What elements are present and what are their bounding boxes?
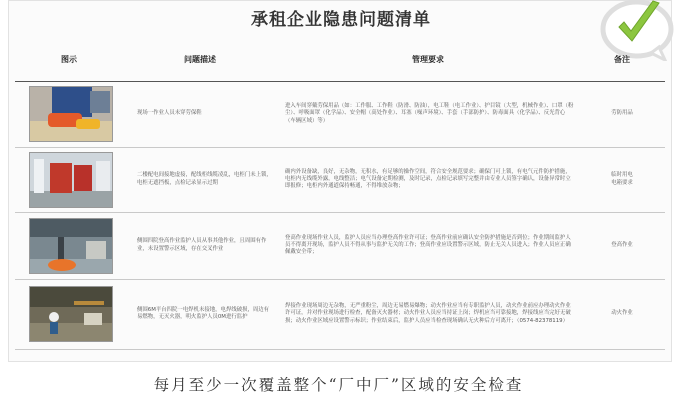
table-row — [15, 147, 665, 212]
row4-description: 侧围6M平台四院一电焊机未接地，电焊线破损，周边有易燃物，无灭火器，明火监护人员0M进行监护 — [123, 279, 277, 349]
row3-description: 侧围四院登高作业监护人员从事其他作业，且周围有作业，未设置警示区域，存在交叉作业 — [123, 212, 277, 279]
table-header-row — [15, 39, 665, 81]
sheet-title: 承租企业隐患问题清单 — [251, 10, 431, 30]
photo-worker-shoes — [29, 86, 113, 142]
header-note: 备注 — [579, 39, 665, 81]
row1-note: 劳防用品 — [579, 81, 665, 147]
table-row — [15, 279, 665, 349]
photo-welding-platform — [29, 286, 113, 342]
table-row — [15, 81, 665, 147]
header-requirement: 管理要求 — [277, 39, 579, 81]
row3-requirement: 登高作业现场作业人员，监护人员应当办理登高作业许可证；登高作业前应确认安全防护措施是否到位；作业期间监护人员不得离开现场，监护人员不得从事与监护无关的工作；登高作业应设置警示区域，防止无关人员进入；作业人员应正确佩戴安全带； — [277, 212, 579, 279]
row2-description: 二楼配电间接地虚接，配线柜线缆凌乱，电柜门未上锁，电柜无遮挡板，点检记录显示过期 — [123, 147, 277, 212]
row1-requirement: 进入车间穿戴劳保用品（如：工作服、工作鞋（防滑、防油），电工鞋（电工作业）、护目镜（大型，机械作业）、口罩（粉尘）、呼吸面罩（化学品）、安全帽（高处作业）、耳塞（噪声环境）、手套（手部防护）、防毒面具（化学品）、反光背心（车辆区域）等） — [277, 81, 579, 147]
header-description: 问题描述 — [123, 39, 277, 81]
hazard-table — [15, 39, 665, 350]
hazard-list-sheet — [8, 0, 672, 362]
row4-requirement: 焊接作业现场周边无杂物，无严重粉尘，周边无易燃易爆物；动火作业应当有专职监护人员，动火作业前应办理动火作业许可证，并对作业现场进行检查，配备灭火器材；动火作业人员应当持证上岗；焊机应当可靠接地，焊接线应当完好无破损；动火作业区域应设置警示标识；作业结束后，监护人员应当检查现场确认无火种后方可离开；（0574-82378119） — [277, 279, 579, 349]
row4-note: 动火作业 — [579, 279, 665, 349]
row2-note: 临时用电 电箱要求 — [579, 147, 665, 212]
row2-requirement: 确内外设备缺，良好，无杂物，无积水，有足够的操作空间，符合安全规范要求；确保门可上锁，有电气元件防护措施，电柜内无线缆外露，电线整洁；电气设备定期检测，及时记录，点检记录填写完整并由专业人员签字确认，设备异常时立即报修；电柜内外通道保持畅通，不得堆放杂物； — [277, 147, 579, 212]
table-row — [15, 212, 665, 279]
header-image: 图示 — [15, 39, 123, 81]
photo-electrical-cabinet — [29, 152, 113, 208]
row1-description: 现场一作业人员未穿劳保鞋 — [123, 81, 277, 147]
caption: 每月至少一次覆盖整个“厂中厂”区域的安全检查 — [153, 376, 524, 394]
photo-lift-work — [29, 218, 113, 274]
row3-note: 登高作业 — [579, 212, 665, 279]
